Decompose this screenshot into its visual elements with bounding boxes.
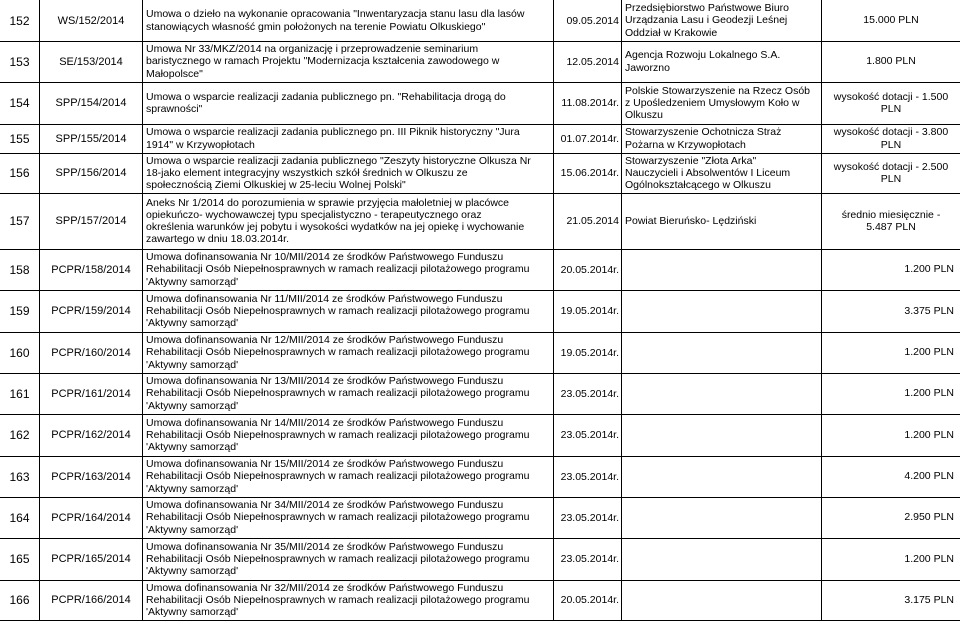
reference-number: PCPR/163/2014 <box>51 470 131 483</box>
contract-date-cell <box>554 414 622 456</box>
row-number: 159 <box>9 304 30 318</box>
row-number-cell <box>0 41 40 82</box>
contractor: Stowarzyszenie Ochotnicza Straż Pożarna w Krzywopłotach <box>625 126 782 151</box>
contract-description-cell <box>143 249 554 290</box>
row-number: 166 <box>9 593 30 607</box>
reference-number: PCPR/162/2014 <box>51 429 131 441</box>
contract-description-cell <box>143 538 554 580</box>
row-number-cell <box>0 0 40 41</box>
contract-date: 20.05.2014r. <box>560 594 619 606</box>
reference-number-cell <box>40 41 143 82</box>
contract-date: 01.07.2014r. <box>560 132 619 145</box>
reference-number-cell <box>40 124 143 153</box>
contract-description-cell <box>143 456 554 497</box>
amount-cell <box>822 82 960 124</box>
contract-date-cell <box>554 41 622 82</box>
row-number: 155 <box>9 131 30 146</box>
amount: 3.375 PLN <box>904 304 954 317</box>
reference-number-cell <box>40 538 143 580</box>
table-row <box>0 497 960 539</box>
contract-date-cell <box>554 0 622 41</box>
contract-date-cell <box>554 193 622 249</box>
amount: 1.200 PLN <box>904 346 954 359</box>
row-number-cell <box>0 153 40 193</box>
contractor-cell <box>622 0 822 41</box>
reference-number: SPP/154/2014 <box>55 97 127 109</box>
contractor-cell <box>622 193 822 249</box>
contract-description-cell <box>143 193 554 249</box>
reference-number-cell <box>40 82 143 124</box>
row-number-cell <box>0 193 40 249</box>
row-number: 160 <box>9 345 30 360</box>
contractor-cell <box>622 290 822 332</box>
reference-number-cell <box>40 580 143 620</box>
contract-date: 19.05.2014r. <box>560 305 619 317</box>
amount-cell <box>822 456 960 497</box>
contractor-cell <box>622 456 822 497</box>
reference-number-cell <box>40 249 143 290</box>
reference-number-cell <box>40 290 143 332</box>
contractor-cell <box>622 249 822 290</box>
contract-description: Umowa dofinansowania Nr 10/MII/2014 ze środków Państwowego Funduszu Rehabilitacji Osób Niepełnosprawnych w ramach realizacji pilotażowego programu 'Aktywny samorząd' <box>146 251 530 288</box>
contract-date: 20.05.2014r. <box>560 263 619 276</box>
table-row <box>0 373 960 415</box>
reference-number-cell <box>40 373 143 414</box>
amount-cell <box>822 580 960 620</box>
amount: wysokość dotacji - 3.800 PLN <box>833 126 949 151</box>
amount: 1.200 PLN <box>904 263 954 276</box>
contract-date: 11.08.2014r. <box>561 97 619 109</box>
reference-number: SPP/155/2014 <box>55 132 127 145</box>
contract-date: 23.05.2014r. <box>560 511 619 524</box>
contractor-cell <box>622 332 822 373</box>
contract-description: Umowa dofinansowania Nr 35/MII/2014 ze środków Państwowego Funduszu Rehabilitacji Osób Niepełnosprawnych w ramach realizacji pilotażowego programu 'Aktywny samorząd' <box>146 540 530 578</box>
contractor-cell <box>622 124 822 153</box>
row-number-cell <box>0 249 40 290</box>
amount: 1.200 PLN <box>904 428 954 441</box>
amount-cell <box>822 414 960 456</box>
contractor-cell <box>622 153 822 193</box>
contractor: Agencja Rozwoju Lokalnego S.A. Jaworzno <box>625 49 781 74</box>
contract-date-cell <box>554 290 622 332</box>
row-number-cell <box>0 373 40 414</box>
contract-description: Umowa o wsparcie realizacji zadania publicznego pn. "Rehabilitacja drogą do sprawności" <box>146 90 506 115</box>
amount-cell <box>822 497 960 538</box>
table-row <box>0 456 960 498</box>
row-number: 158 <box>9 262 30 277</box>
reference-number-cell <box>40 456 143 497</box>
contract-date: 12.05.2014 <box>566 55 619 68</box>
contractor-cell <box>622 82 822 124</box>
table-row <box>0 332 960 374</box>
row-number: 164 <box>9 510 30 525</box>
contractor-cell <box>622 538 822 580</box>
contract-date-cell <box>554 456 622 497</box>
contract-date-cell <box>554 580 622 620</box>
row-number-cell <box>0 414 40 456</box>
contract-date-cell <box>554 82 622 124</box>
contractor-cell <box>622 414 822 456</box>
contract-description-cell <box>143 82 554 124</box>
contract-description-cell <box>143 414 554 456</box>
reference-number-cell <box>40 153 143 193</box>
row-number: 156 <box>9 166 30 180</box>
row-number-cell <box>0 538 40 580</box>
reference-number: PCPR/159/2014 <box>51 305 131 317</box>
amount-cell <box>822 153 960 193</box>
amount: 15.000 PLN <box>863 14 919 27</box>
contract-description-cell <box>143 290 554 332</box>
contractor-cell <box>622 41 822 82</box>
row-number: 153 <box>9 54 30 69</box>
contract-date: 23.05.2014r. <box>560 387 619 400</box>
table-row <box>0 290 960 333</box>
contract-description: Umowa dofinansowania Nr 34/MII/2014 ze środków Państwowego Funduszu Rehabilitacji Osób Niepełnosprawnych w ramach realizacji pilotażowego programu 'Aktywny samorząd' <box>146 499 530 536</box>
amount-cell <box>822 0 960 41</box>
contract-date: 23.05.2014r. <box>560 470 619 483</box>
reference-number-cell <box>40 332 143 373</box>
contract-description-cell <box>143 124 554 153</box>
contractor-cell <box>622 497 822 538</box>
contract-description-cell <box>143 580 554 620</box>
table-row <box>0 153 960 194</box>
row-number: 163 <box>9 469 30 484</box>
row-number: 154 <box>9 96 30 110</box>
reference-number-cell <box>40 497 143 538</box>
amount: średnio miesięcznie - 5.487 PLN <box>841 208 941 233</box>
amount-cell <box>822 332 960 373</box>
row-number-cell <box>0 82 40 124</box>
contract-description: Umowa o wsparcie realizacji zadania publicznego "Zeszyty historyczne Olkusza Nr 18-jako element integracyjny wszystkich szkół średnich w Olkuszu ze społecznością Ziemi Olkuskiej w 25-leciu Wolnej Polski" <box>146 154 531 192</box>
contract-description: Umowa o wsparcie realizacji zadania publicznego pn. III Piknik historyczny "Jura 1914" w Krzywopłotach <box>146 126 520 151</box>
table-row <box>0 124 960 154</box>
contractor: Polskie Stowarzyszenie na Rzecz Osób z Upośledzeniem Umysłowym Koło w Olkuszu <box>625 84 810 122</box>
row-number-cell <box>0 497 40 538</box>
reference-number: PCPR/165/2014 <box>51 553 131 565</box>
contract-description: Umowa dofinansowania Nr 14/MII/2014 ze środków Państwowego Funduszu Rehabilitacji Osób Niepełnosprawnych w ramach realizacji pilotażowego programu 'Aktywny samorząd' <box>146 416 530 454</box>
contract-description: Umowa dofinansowania Nr 32/MII/2014 ze środków Państwowego Funduszu Rehabilitacji Osób Niepełnosprawnych w ramach realizacji pilotażowego programu 'Aktywny samorząd' <box>146 581 530 619</box>
amount: wysokość dotacji - 2.500 PLN <box>833 160 949 185</box>
row-number: 162 <box>9 428 30 442</box>
reference-number: SPP/157/2014 <box>55 215 127 227</box>
row-number-cell <box>0 124 40 153</box>
row-number: 165 <box>9 552 30 566</box>
amount: 1.800 PLN <box>866 55 916 68</box>
table-row <box>0 580 960 621</box>
reference-number: SPP/156/2014 <box>55 167 127 179</box>
table-row <box>0 414 960 457</box>
contract-description-cell <box>143 0 554 41</box>
contract-description: Aneks Nr 1/2014 do porozumienia w sprawie przyjęcia małoletniej w placówce opiekuńczo- wychowawczej typu specjalistyczno - terapeutycznego oraz określenia warunków jej pobytu i wysokości wydatków na jej opiekę i wychowanie zawartego w dniu 18.03.2014r. <box>146 196 525 246</box>
reference-number: WS/152/2014 <box>57 14 125 27</box>
reference-number: PCPR/164/2014 <box>51 511 131 524</box>
amount-cell <box>822 41 960 82</box>
table-row <box>0 538 960 581</box>
contract-date: 15.06.2014r. <box>560 167 619 179</box>
contract-date: 23.05.2014r. <box>560 553 619 565</box>
table-row <box>0 82 960 125</box>
contract-date-cell <box>554 538 622 580</box>
row-number: 161 <box>9 386 30 401</box>
amount: 1.200 PLN <box>904 387 954 400</box>
table-row <box>0 193 960 250</box>
contract-description: Umowa dofinansowania Nr 13/MII/2014 ze środków Państwowego Funduszu Rehabilitacji Osób Niepełnosprawnych w ramach realizacji pilotażowego programu 'Aktywny samorząd' <box>146 375 530 412</box>
reference-number-cell <box>40 193 143 249</box>
contract-date-cell <box>554 373 622 414</box>
contract-description-cell <box>143 373 554 414</box>
contractor-cell <box>622 373 822 414</box>
row-number-cell <box>0 456 40 497</box>
contract-description-cell <box>143 332 554 373</box>
contractor: Stowarzyszenie "Złota Arka" Nauczycieli i Absolwentów I Liceum Ogólnokształcącego w Olkuszu <box>625 154 791 192</box>
row-number: 157 <box>9 214 30 228</box>
amount: 4.200 PLN <box>904 470 954 483</box>
amount-cell <box>822 193 960 249</box>
reference-number-cell <box>40 414 143 456</box>
contract-description: Umowa Nr 33/MKZ/2014 na organizację i przeprowadzenie seminarium baristycznego w ramach Projektu "Modernizacja kształcenia zawodowego w Małopolsce" <box>146 43 500 80</box>
contract-date-cell <box>554 249 622 290</box>
amount: 2.950 PLN <box>904 511 954 524</box>
row-number-cell <box>0 580 40 620</box>
row-number-cell <box>0 332 40 373</box>
amount: wysokość dotacji - 1.500 PLN <box>833 90 949 115</box>
table-row <box>0 0 960 42</box>
contract-description: Umowa dofinansowania Nr 15/MII/2014 ze środków Państwowego Funduszu Rehabilitacji Osób Niepełnosprawnych w ramach realizacji pilotażowego programu 'Aktywny samorząd' <box>146 458 530 495</box>
amount: 3.175 PLN <box>904 593 954 606</box>
amount-cell <box>822 124 960 153</box>
table-row <box>0 249 960 291</box>
contract-description: Umowa o dzieło na wykonanie opracowania "Inwentaryzacja stanu lasu dla lasów stanowiących własność gmin położonych na terenie Powiatu Olkuskiego" <box>146 8 525 33</box>
contract-date: 19.05.2014r. <box>560 346 619 359</box>
contract-description-cell <box>143 41 554 82</box>
contractor-cell <box>622 580 822 620</box>
reference-number-cell <box>40 0 143 41</box>
contract-description-cell <box>143 153 554 193</box>
contract-date-cell <box>554 497 622 538</box>
amount: 1.200 PLN <box>904 552 954 565</box>
table-row <box>0 41 960 83</box>
reference-number: SE/153/2014 <box>59 55 123 68</box>
contract-description-cell <box>143 497 554 538</box>
amount-cell <box>822 538 960 580</box>
amount-cell <box>822 290 960 332</box>
amount-cell <box>822 373 960 414</box>
reference-number: PCPR/160/2014 <box>51 346 131 359</box>
contract-date: 09.05.2014 <box>566 14 619 27</box>
contract-date-cell <box>554 332 622 373</box>
contractor: Przedsiębiorstwo Państwowe Biuro Urządzania Lasu i Geodezji Leśnej Oddział w Krakowie <box>625 2 789 39</box>
reference-number: PCPR/161/2014 <box>51 387 131 400</box>
contract-date: 23.05.2014r. <box>560 429 619 441</box>
reference-number: PCPR/158/2014 <box>51 263 131 276</box>
reference-number: PCPR/166/2014 <box>51 594 131 606</box>
row-number: 152 <box>9 13 30 28</box>
amount-cell <box>822 249 960 290</box>
contract-date-cell <box>554 124 622 153</box>
contract-description: Umowa dofinansowania Nr 12/MII/2014 ze środków Państwowego Funduszu Rehabilitacji Osób Niepełnosprawnych w ramach realizacji pilotażowego programu 'Aktywny samorząd' <box>146 334 530 371</box>
contract-date-cell <box>554 153 622 193</box>
contract-date: 21.05.2014 <box>566 215 619 227</box>
contract-description: Umowa dofinansowania Nr 11/MII/2014 ze środków Państwowego Funduszu Rehabilitacji Osób Niepełnosprawnych w ramach realizacji pilotażowego programu 'Aktywny samorząd' <box>146 292 530 330</box>
row-number-cell <box>0 290 40 332</box>
contractor: Powiat Bieruńsko- Lędziński <box>625 214 757 227</box>
